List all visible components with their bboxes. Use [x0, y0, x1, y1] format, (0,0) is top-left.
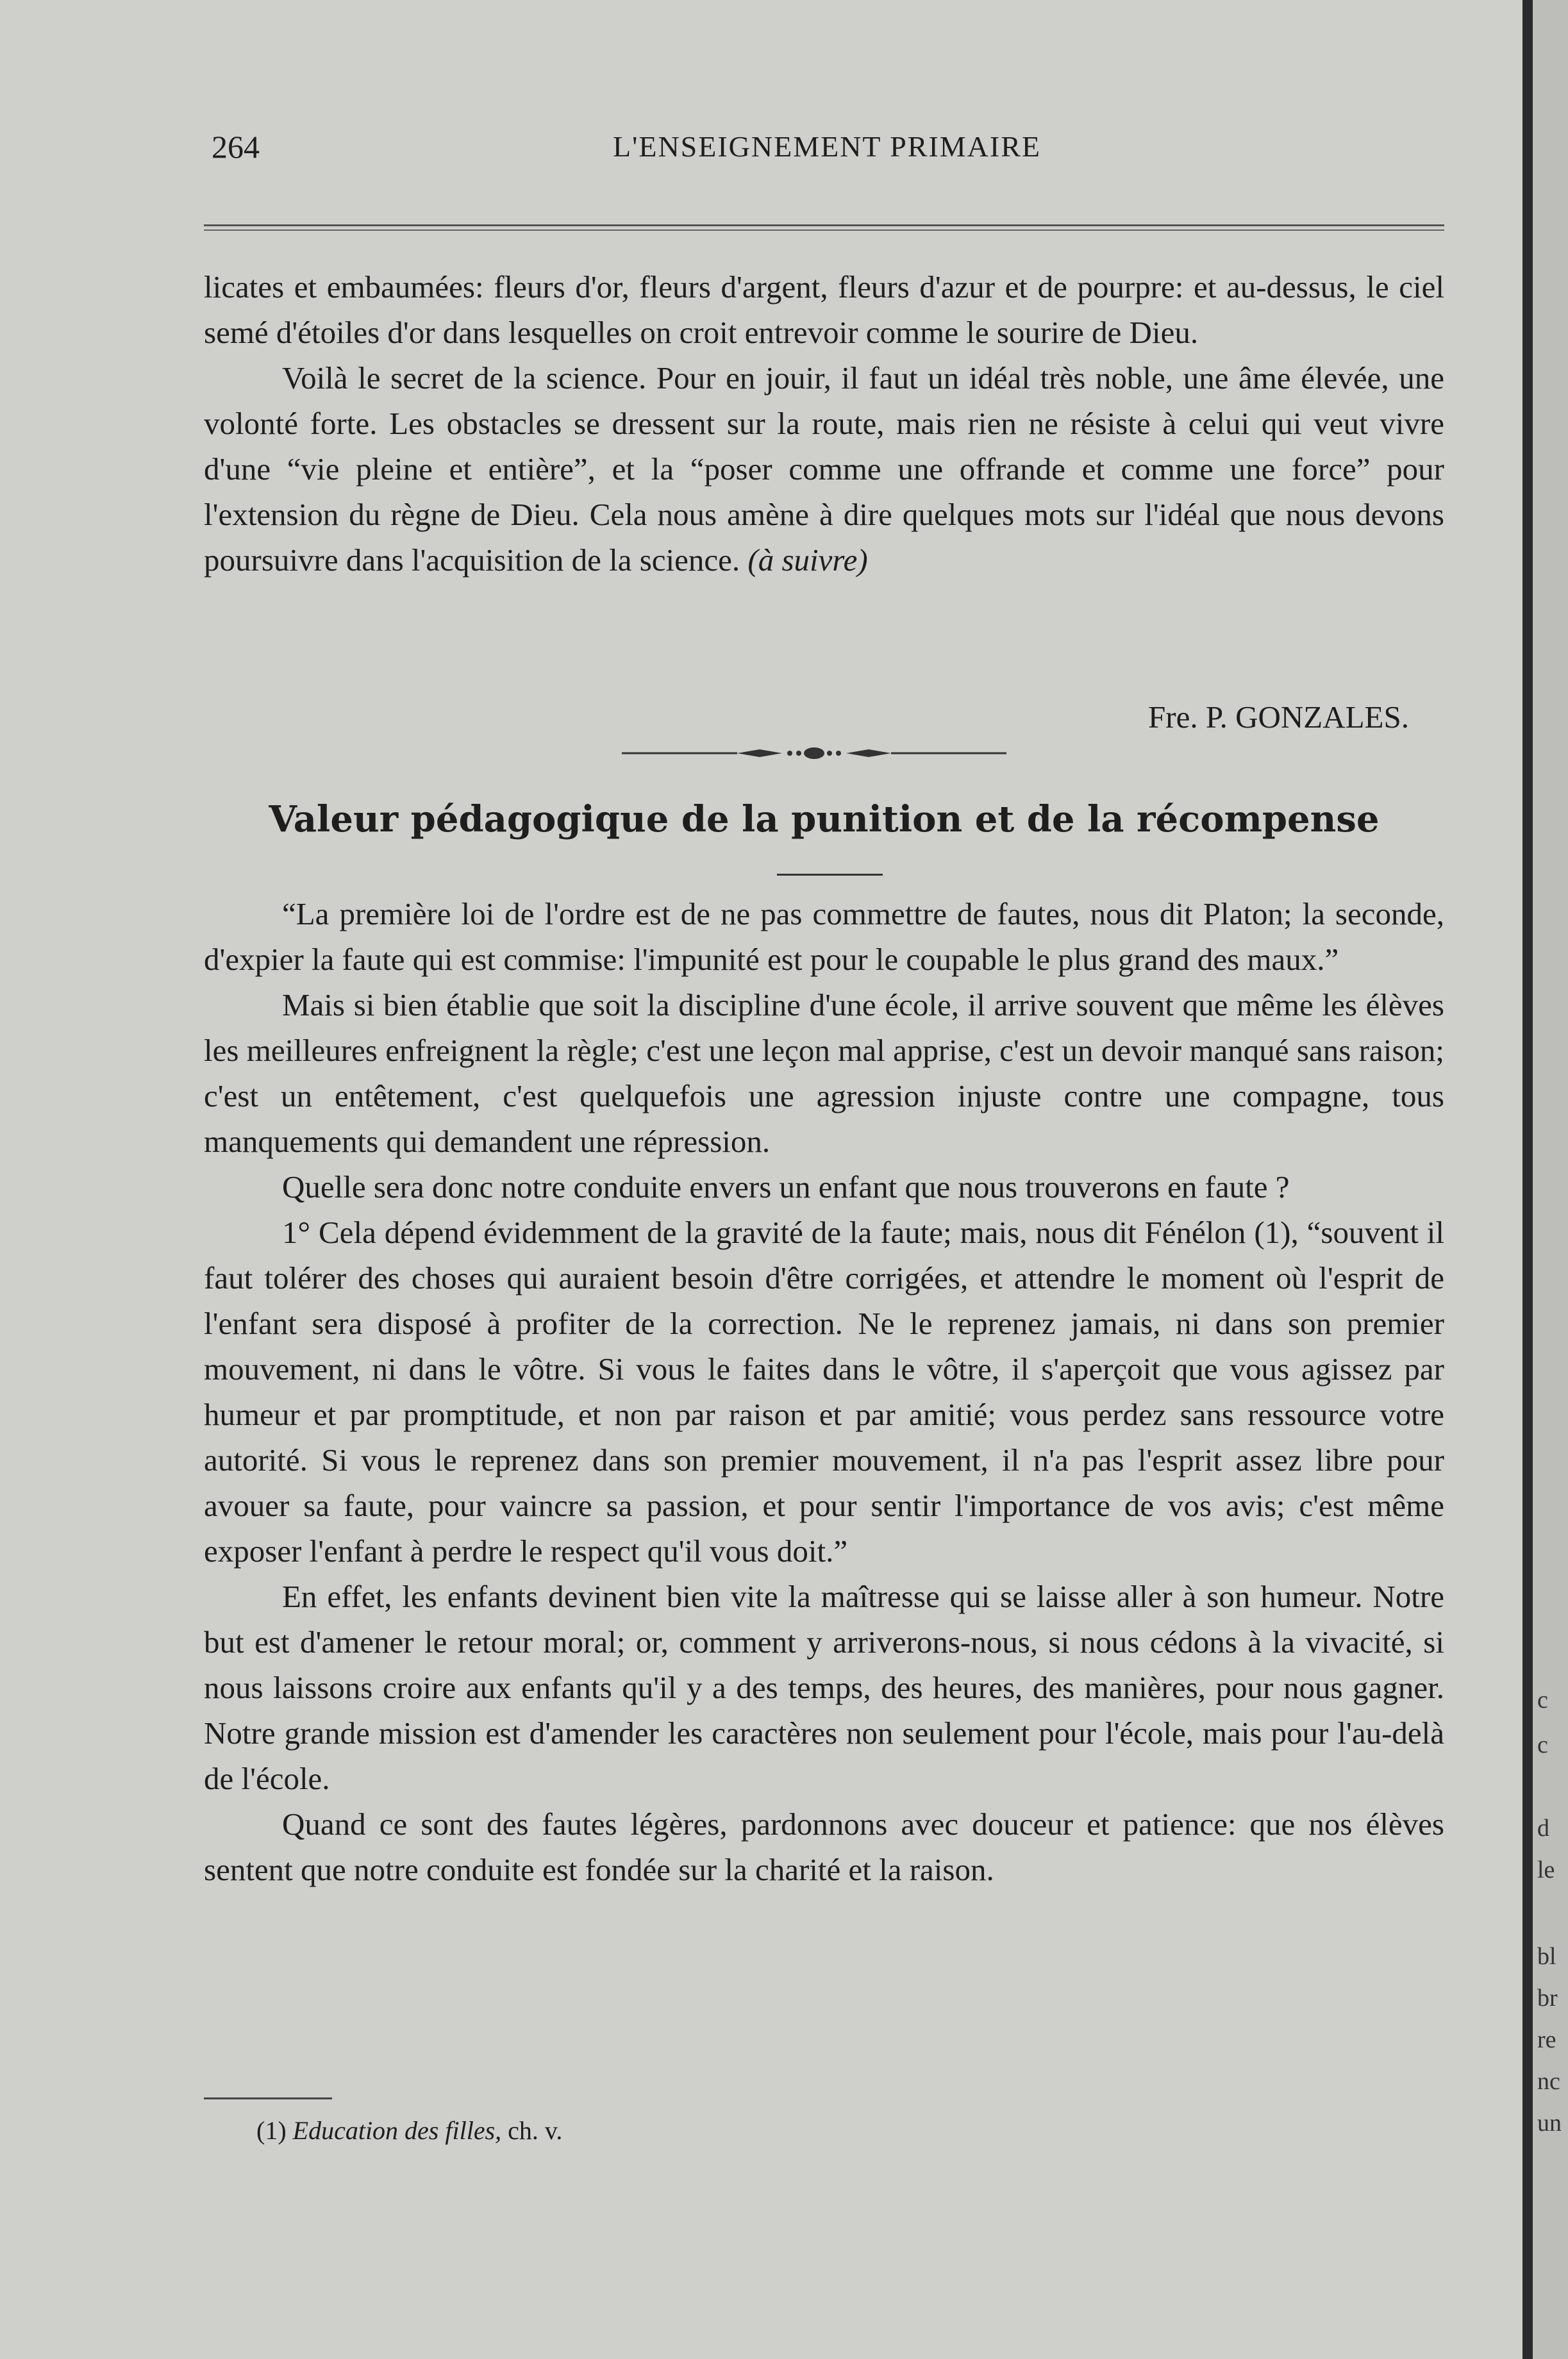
journal-title: L'ENSEIGNEMENT PRIMAIRE: [612, 130, 1042, 163]
paragraph: Mais si bien établie que soit la discipline d'une école, il arrive souvent que même les élèves les meilleures enfreignent la règle; c'est une leçon mal apprise, c'est un devoir manqué sans raison; c'est un entêtement, c'est quelquefois une agression injuste contre une compagne, tous manquements qui demandent une répression.: [204, 987, 1444, 1159]
paragraph: “La première loi de l'ordre est de ne pas commettre de fautes, nous dit Platon; la seconde, d'expier la faute qui est commise: l'impunité est pour le coupable le plus grand des maux.”: [204, 896, 1444, 977]
paragraph: Quelle sera donc notre conduite envers un enfant que nous trouverons en faute ?: [282, 1169, 1290, 1205]
paragraph: Voilà le secret de la science. Pour en jouir, il faut un idéal très noble, une âme élevée, une volonté forte. Les obstacles se dressent sur la route, mais rien ne résiste à celui qui veut vivre d'une “vie pleine et entière”, et la “poser comme une offrande et comme une force” pour l'extension du règne de Dieu. Cela nous amène à dire quelques mots sur l'idéal que nous devons poursuivre dans l'acquisition de la science. (à suivre): [204, 360, 1444, 578]
facing-page-fragment: le: [1537, 1856, 1555, 1883]
page-number: 264: [212, 129, 260, 165]
footnote-title: Education des filles,: [292, 2116, 502, 2145]
footnote-marker: (1): [256, 2116, 287, 2145]
facing-page-fragment: nc: [1537, 2068, 1560, 2095]
facing-page-fragment: c: [1537, 1687, 1548, 1713]
previous-article-text: [204, 264, 1444, 583]
ornament-divider: [622, 744, 1006, 763]
facing-page-fragment: br: [1537, 1985, 1558, 2012]
facing-page-fragment: un: [1537, 2110, 1562, 2137]
article-body: [204, 891, 1444, 1892]
article-title: Valeur pédagogique de la punition et de la récompense: [269, 798, 1380, 840]
footnote-location: ch. v.: [508, 2116, 563, 2145]
facing-page-fragment: bl: [1537, 1943, 1556, 1970]
footnote: [256, 2115, 562, 2146]
facing-page-fragment: c: [1537, 1731, 1548, 1758]
facing-page-fragment: re: [1537, 2026, 1556, 2053]
continued-note: (à suivre): [747, 542, 868, 578]
running-head: [212, 128, 1442, 173]
author-signature: Fre. P. GONZALES.: [1148, 699, 1409, 735]
header-rule: [204, 224, 1444, 231]
paragraph: Quand ce sont des fautes légères, pardonnons avec douceur et patience: que nos élèves sentent que notre conduite est fondée sur la charité et la raison.: [204, 1806, 1444, 1887]
paragraph: 1° Cela dépend évidemment de la gravité de la faute; mais, nous dit Fénélon (1), “souvent il faut tolérer des choses qui auraient besoin d'être corrigées, et attendre le moment où l'esprit de l'enfant sera disposé à profiter de la correction. Ne le reprenez jamais, ni dans son premier mouvement, ni dans le vôtre. Si vous le faites dans le vôtre, il s'aperçoit que vous agissez par humeur et par promptitude, et non par raison et par amitié; vous perdez sans ressource votre autorité. Si vous le reprenez dans son premier mouvement, il n'a pas l'esprit assez libre pour avouer sa faute, pour vaincre sa passion, et pour sentir l'importance de vos avis; c'est même exposer l'enfant à perdre le respect qu'il vous doit.”: [204, 1215, 1444, 1569]
title-rule: [777, 874, 883, 876]
paragraph: En effet, les enfants devinent bien vite la maîtresse qui se laisse aller à son humeur. Notre but est d'amener le retour moral; or, comment y arriverons-nous, si nous cédons à la vivacité, si nous laissons croire aux enfants qu'il y a des temps, des heures, des manières, pour nous gagner. Notre grande mission est d'amender les caractères non seulement pour l'école, mais pour l'au-delà de l'école.: [204, 1579, 1444, 1796]
footnote-rule: [204, 2097, 332, 2099]
facing-page-fragment: d: [1537, 1815, 1549, 1842]
paragraph: licates et embaumées: fleurs d'or, fleurs d'argent, fleurs d'azur et de pourpre: et au-dessus, le ciel semé d'étoiles d'or dans lesquelles on croit entrevoir comme le sourire de Dieu.: [204, 269, 1444, 350]
